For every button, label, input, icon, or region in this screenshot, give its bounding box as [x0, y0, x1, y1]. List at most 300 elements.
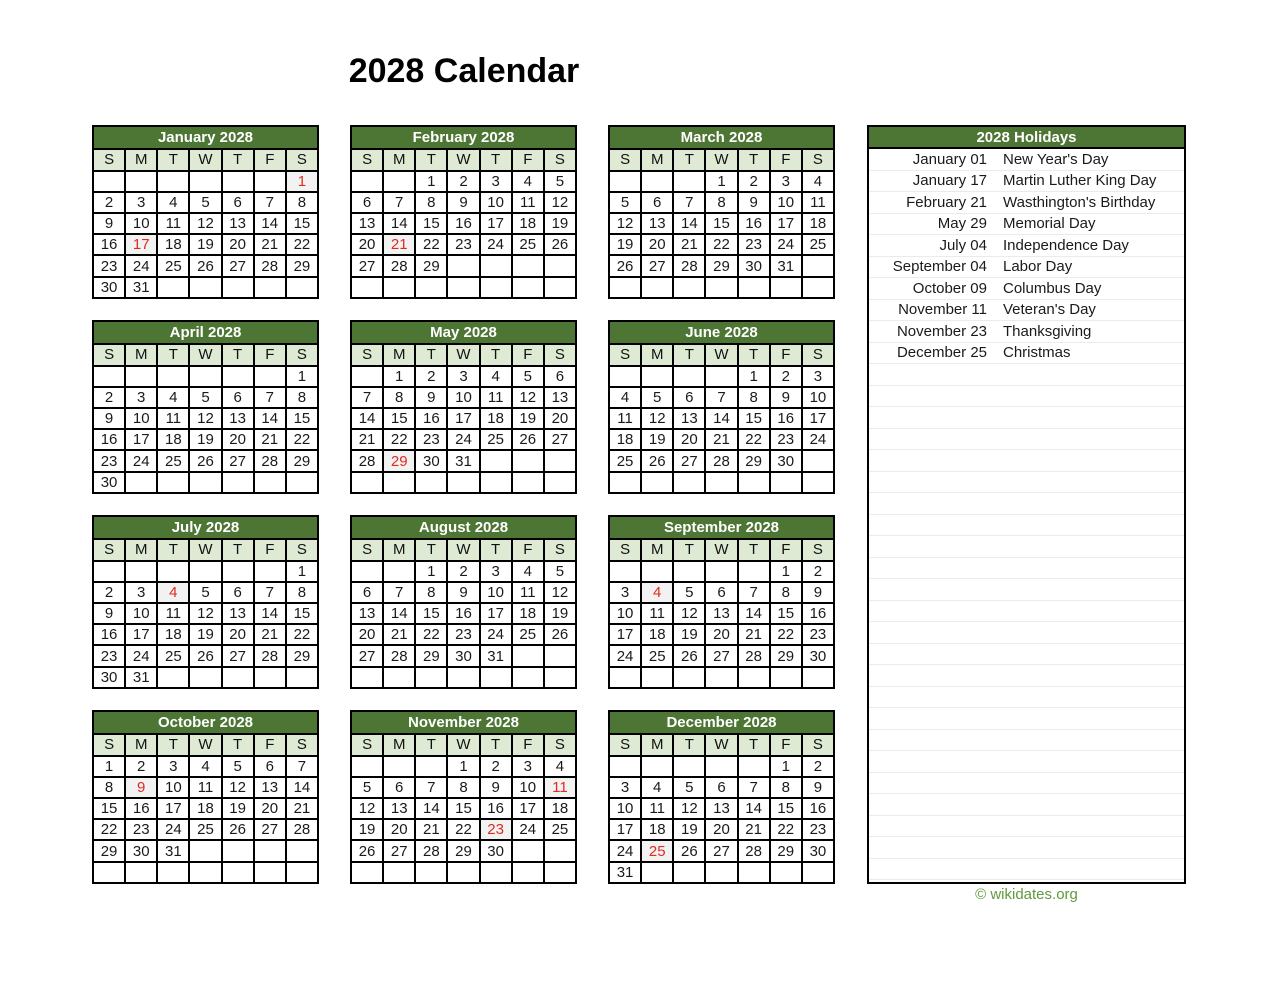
day-cell [738, 472, 770, 493]
day-cell: 31 [125, 667, 157, 688]
day-cell [189, 667, 221, 688]
day-cell: 26 [544, 234, 576, 255]
day-cell: 28 [383, 645, 415, 666]
day-cell: 21 [351, 429, 383, 450]
day-cell: 4 [157, 192, 189, 213]
holiday-name: Christmas [1003, 344, 1071, 362]
day-cell: 7 [351, 387, 383, 408]
weekday-cell: F [770, 539, 802, 560]
day-cell: 27 [641, 255, 673, 276]
day-cell: 9 [802, 582, 834, 603]
day-cell [447, 862, 479, 883]
day-cell: 25 [512, 624, 544, 645]
day-cell: 2 [93, 192, 125, 213]
weekday-cell: T [673, 734, 705, 755]
day-cell: 29 [738, 450, 770, 471]
holiday-empty-row [869, 493, 1184, 515]
holiday-empty-row [869, 515, 1184, 537]
day-cell: 9 [447, 192, 479, 213]
day-cell [609, 277, 641, 298]
weekday-cell: S [286, 734, 318, 755]
holiday-date: February 21 [906, 193, 987, 211]
weekday-cell: S [609, 149, 641, 170]
day-cell [189, 561, 221, 582]
day-cell: 23 [770, 429, 802, 450]
month-calendar [608, 515, 835, 689]
holiday-name: Columbus Day [1003, 279, 1102, 297]
holiday-date: January 17 [912, 172, 987, 190]
day-cell: 6 [641, 192, 673, 213]
day-cell [157, 277, 189, 298]
day-cell: 6 [222, 387, 254, 408]
day-cell: 16 [738, 213, 770, 234]
day-cell [351, 277, 383, 298]
weekday-cell: S [351, 149, 383, 170]
weekday-cell: S [609, 344, 641, 365]
holiday-date: September 04 [892, 258, 987, 276]
day-cell: 16 [415, 408, 447, 429]
day-cell: 28 [415, 840, 447, 861]
day-cell: 14 [254, 213, 286, 234]
day-cell: 16 [447, 213, 479, 234]
day-cell [157, 472, 189, 493]
day-cell: 18 [157, 234, 189, 255]
day-cell: 21 [254, 624, 286, 645]
holiday-empty-row [869, 622, 1184, 644]
day-cell [157, 862, 189, 883]
day-cell: 29 [415, 255, 447, 276]
month-title: May 2028 [351, 321, 576, 344]
day-cell [673, 171, 705, 192]
weekday-cell: T [157, 149, 189, 170]
holidays-list [869, 149, 1184, 880]
day-cell: 1 [286, 366, 318, 387]
day-cell: 2 [125, 756, 157, 777]
month-calendar [350, 710, 577, 884]
day-cell: 6 [383, 777, 415, 798]
day-cell: 30 [770, 450, 802, 471]
day-cell: 26 [189, 645, 221, 666]
holiday-empty-row [869, 665, 1184, 687]
holiday-row [869, 257, 1184, 279]
weekday-cell: F [770, 149, 802, 170]
day-cell: 21 [415, 819, 447, 840]
day-cell: 20 [222, 234, 254, 255]
day-cell: 17 [609, 624, 641, 645]
day-cell: 30 [738, 255, 770, 276]
day-cell: 19 [544, 213, 576, 234]
weekday-cell: S [609, 539, 641, 560]
month-title: June 2028 [609, 321, 834, 344]
day-cell [673, 862, 705, 883]
weekday-cell: F [254, 734, 286, 755]
holiday-date: July 04 [939, 236, 987, 254]
day-cell [512, 667, 544, 688]
weekday-cell: T [222, 344, 254, 365]
day-cell: 29 [705, 255, 737, 276]
day-cell: 5 [351, 777, 383, 798]
weekday-cell: T [222, 149, 254, 170]
day-cell [351, 366, 383, 387]
holiday-date: November 23 [896, 322, 987, 340]
day-cell: 3 [480, 171, 512, 192]
weekday-cell: M [383, 149, 415, 170]
day-cell: 14 [351, 408, 383, 429]
day-cell: 19 [222, 798, 254, 819]
months-grid [92, 125, 835, 884]
day-cell [383, 277, 415, 298]
day-cell [189, 366, 221, 387]
holiday-day-cell: 11 [544, 777, 576, 798]
day-cell: 15 [383, 408, 415, 429]
day-cell: 14 [415, 798, 447, 819]
day-cell [480, 472, 512, 493]
day-cell [383, 756, 415, 777]
day-cell: 7 [738, 582, 770, 603]
day-cell: 12 [351, 798, 383, 819]
day-cell [383, 561, 415, 582]
weekday-cell: M [125, 149, 157, 170]
day-cell: 10 [447, 387, 479, 408]
day-cell: 17 [125, 429, 157, 450]
holiday-empty-row [869, 751, 1184, 773]
day-cell: 26 [189, 450, 221, 471]
day-cell: 11 [641, 798, 673, 819]
day-cell: 10 [157, 777, 189, 798]
weekday-cell: T [738, 344, 770, 365]
day-cell: 7 [254, 387, 286, 408]
day-cell [738, 756, 770, 777]
day-cell: 27 [222, 450, 254, 471]
day-cell [383, 667, 415, 688]
day-cell: 11 [157, 213, 189, 234]
day-cell: 23 [93, 450, 125, 471]
day-cell: 20 [544, 408, 576, 429]
day-cell: 26 [189, 255, 221, 276]
month-title: July 2028 [93, 516, 318, 539]
day-cell: 2 [802, 756, 834, 777]
day-cell [222, 561, 254, 582]
day-cell: 23 [738, 234, 770, 255]
day-cell: 18 [157, 624, 189, 645]
holiday-day-cell: 4 [641, 582, 673, 603]
day-cell: 26 [351, 840, 383, 861]
day-cell [157, 366, 189, 387]
day-cell: 11 [157, 603, 189, 624]
weekday-cell: T [480, 734, 512, 755]
month-calendar [92, 515, 319, 689]
day-cell: 10 [125, 603, 157, 624]
day-cell: 12 [673, 603, 705, 624]
weekday-cell: S [93, 734, 125, 755]
weekday-cell: M [641, 734, 673, 755]
weekday-cell: W [189, 344, 221, 365]
day-cell [189, 277, 221, 298]
day-cell: 22 [286, 624, 318, 645]
day-cell: 10 [770, 192, 802, 213]
day-cell: 21 [738, 819, 770, 840]
day-cell [609, 561, 641, 582]
day-cell: 21 [705, 429, 737, 450]
weekday-cell: F [770, 734, 802, 755]
day-cell: 11 [609, 408, 641, 429]
day-cell: 8 [770, 777, 802, 798]
day-cell [673, 366, 705, 387]
day-cell: 15 [447, 798, 479, 819]
day-cell [738, 561, 770, 582]
day-cell: 16 [93, 429, 125, 450]
day-cell: 30 [93, 472, 125, 493]
holiday-name: Thanksgiving [1003, 322, 1092, 340]
day-cell: 22 [286, 429, 318, 450]
day-cell [157, 171, 189, 192]
day-cell: 7 [415, 777, 447, 798]
day-cell: 30 [802, 645, 834, 666]
day-cell: 9 [770, 387, 802, 408]
day-cell [415, 667, 447, 688]
day-cell: 13 [673, 408, 705, 429]
day-cell: 14 [738, 798, 770, 819]
day-cell: 12 [189, 213, 221, 234]
day-cell: 19 [673, 624, 705, 645]
day-cell: 27 [705, 645, 737, 666]
day-cell [609, 366, 641, 387]
month-title: February 2028 [351, 126, 576, 149]
month-calendar [92, 710, 319, 884]
day-cell: 8 [415, 582, 447, 603]
holiday-day-cell: 21 [383, 234, 415, 255]
weekday-cell: W [189, 149, 221, 170]
month-title: September 2028 [609, 516, 834, 539]
day-cell: 26 [512, 429, 544, 450]
weekday-cell: T [222, 734, 254, 755]
day-cell: 24 [480, 624, 512, 645]
day-cell: 7 [254, 192, 286, 213]
holiday-empty-row [869, 601, 1184, 623]
day-cell: 27 [254, 819, 286, 840]
day-cell [738, 667, 770, 688]
day-cell: 4 [641, 777, 673, 798]
day-cell [93, 862, 125, 883]
day-cell [609, 472, 641, 493]
day-cell: 20 [351, 234, 383, 255]
day-cell: 17 [480, 603, 512, 624]
day-cell: 20 [641, 234, 673, 255]
day-cell [512, 450, 544, 471]
holiday-row [869, 171, 1184, 193]
weekday-cell: W [705, 539, 737, 560]
holiday-name: Independence Day [1003, 236, 1129, 254]
day-cell [544, 840, 576, 861]
day-cell: 13 [222, 603, 254, 624]
day-cell [770, 277, 802, 298]
day-cell: 9 [447, 582, 479, 603]
day-cell: 16 [93, 234, 125, 255]
day-cell: 3 [125, 582, 157, 603]
day-cell: 4 [609, 387, 641, 408]
day-cell: 5 [673, 777, 705, 798]
day-cell [286, 862, 318, 883]
holiday-empty-row [869, 364, 1184, 386]
day-cell [286, 840, 318, 861]
day-cell [609, 756, 641, 777]
day-cell [705, 756, 737, 777]
day-cell [222, 472, 254, 493]
day-cell [480, 862, 512, 883]
day-cell: 2 [93, 582, 125, 603]
footer-credit-link[interactable]: © wikidates.org [975, 886, 1078, 903]
month-calendar [608, 125, 835, 299]
day-cell: 1 [286, 561, 318, 582]
day-cell: 8 [705, 192, 737, 213]
day-cell: 3 [447, 366, 479, 387]
day-cell [544, 450, 576, 471]
day-cell: 24 [609, 840, 641, 861]
day-cell [222, 862, 254, 883]
day-cell: 3 [480, 561, 512, 582]
day-cell: 18 [544, 798, 576, 819]
day-cell: 22 [383, 429, 415, 450]
holiday-empty-row [869, 687, 1184, 709]
holiday-row [869, 300, 1184, 322]
weekday-cell: T [415, 149, 447, 170]
day-cell: 31 [157, 840, 189, 861]
day-cell [770, 667, 802, 688]
day-cell [157, 561, 189, 582]
weekday-cell: S [609, 734, 641, 755]
weekday-cell: T [222, 539, 254, 560]
weekday-cell: S [802, 344, 834, 365]
day-cell: 14 [254, 408, 286, 429]
day-cell: 19 [673, 819, 705, 840]
day-cell: 8 [286, 192, 318, 213]
holiday-day-cell: 1 [286, 171, 318, 192]
weekday-cell: W [189, 539, 221, 560]
day-cell [738, 277, 770, 298]
day-cell [802, 255, 834, 276]
weekday-cell: W [189, 734, 221, 755]
day-cell [641, 472, 673, 493]
day-cell [254, 840, 286, 861]
day-cell: 1 [415, 561, 447, 582]
weekday-cell: M [125, 539, 157, 560]
holiday-date: November 11 [898, 301, 987, 319]
day-cell: 9 [415, 387, 447, 408]
day-cell: 2 [738, 171, 770, 192]
day-cell: 26 [641, 450, 673, 471]
day-cell: 1 [93, 756, 125, 777]
day-cell [802, 277, 834, 298]
day-cell: 18 [189, 798, 221, 819]
day-cell [254, 561, 286, 582]
weekday-cell: M [383, 539, 415, 560]
day-cell: 1 [383, 366, 415, 387]
month-calendar [92, 125, 319, 299]
weekday-cell: M [383, 344, 415, 365]
day-cell: 6 [673, 387, 705, 408]
holiday-empty-row [869, 816, 1184, 838]
day-cell [351, 171, 383, 192]
day-cell: 29 [286, 450, 318, 471]
day-cell: 15 [415, 603, 447, 624]
day-cell: 24 [125, 450, 157, 471]
day-cell [157, 667, 189, 688]
day-cell [222, 366, 254, 387]
day-cell: 25 [157, 450, 189, 471]
holiday-day-cell: 23 [480, 819, 512, 840]
weekday-cell: T [673, 539, 705, 560]
day-cell: 16 [125, 798, 157, 819]
holiday-day-cell: 17 [125, 234, 157, 255]
weekday-cell: F [512, 149, 544, 170]
day-cell: 24 [480, 234, 512, 255]
day-cell [512, 840, 544, 861]
day-cell: 16 [770, 408, 802, 429]
day-cell [705, 277, 737, 298]
weekday-cell: S [544, 734, 576, 755]
day-cell [447, 472, 479, 493]
day-cell: 17 [512, 798, 544, 819]
day-cell: 19 [512, 408, 544, 429]
day-cell: 19 [189, 234, 221, 255]
holiday-name: Labor Day [1003, 258, 1073, 276]
weekday-cell: T [738, 734, 770, 755]
day-cell: 18 [512, 213, 544, 234]
day-cell: 1 [705, 171, 737, 192]
day-cell: 26 [609, 255, 641, 276]
day-cell [512, 645, 544, 666]
day-cell [383, 171, 415, 192]
holiday-empty-row [869, 386, 1184, 408]
weekday-cell: S [544, 149, 576, 170]
day-cell: 24 [125, 255, 157, 276]
weekday-cell: M [125, 734, 157, 755]
day-cell: 6 [705, 777, 737, 798]
page-title: 2028 Calendar [348, 52, 580, 90]
weekday-cell: T [157, 734, 189, 755]
day-cell [641, 756, 673, 777]
day-cell: 16 [480, 798, 512, 819]
day-cell: 17 [447, 408, 479, 429]
day-cell: 13 [641, 213, 673, 234]
day-cell: 13 [383, 798, 415, 819]
day-cell [544, 645, 576, 666]
holiday-day-cell: 4 [157, 582, 189, 603]
day-cell [125, 171, 157, 192]
day-cell: 5 [512, 366, 544, 387]
day-cell: 26 [673, 840, 705, 861]
day-cell [512, 472, 544, 493]
day-cell: 22 [738, 429, 770, 450]
day-cell: 17 [125, 624, 157, 645]
day-cell: 15 [93, 798, 125, 819]
day-cell [383, 472, 415, 493]
weekday-cell: M [383, 734, 415, 755]
day-cell: 5 [544, 561, 576, 582]
day-cell [125, 561, 157, 582]
holidays-panel [867, 125, 1186, 884]
day-cell [673, 277, 705, 298]
day-cell: 10 [480, 192, 512, 213]
weekday-cell: S [802, 734, 834, 755]
day-cell [415, 756, 447, 777]
day-cell: 11 [641, 603, 673, 624]
day-cell: 10 [480, 582, 512, 603]
day-cell: 29 [447, 840, 479, 861]
day-cell: 8 [738, 387, 770, 408]
day-cell: 25 [609, 450, 641, 471]
holiday-empty-row [869, 773, 1184, 795]
